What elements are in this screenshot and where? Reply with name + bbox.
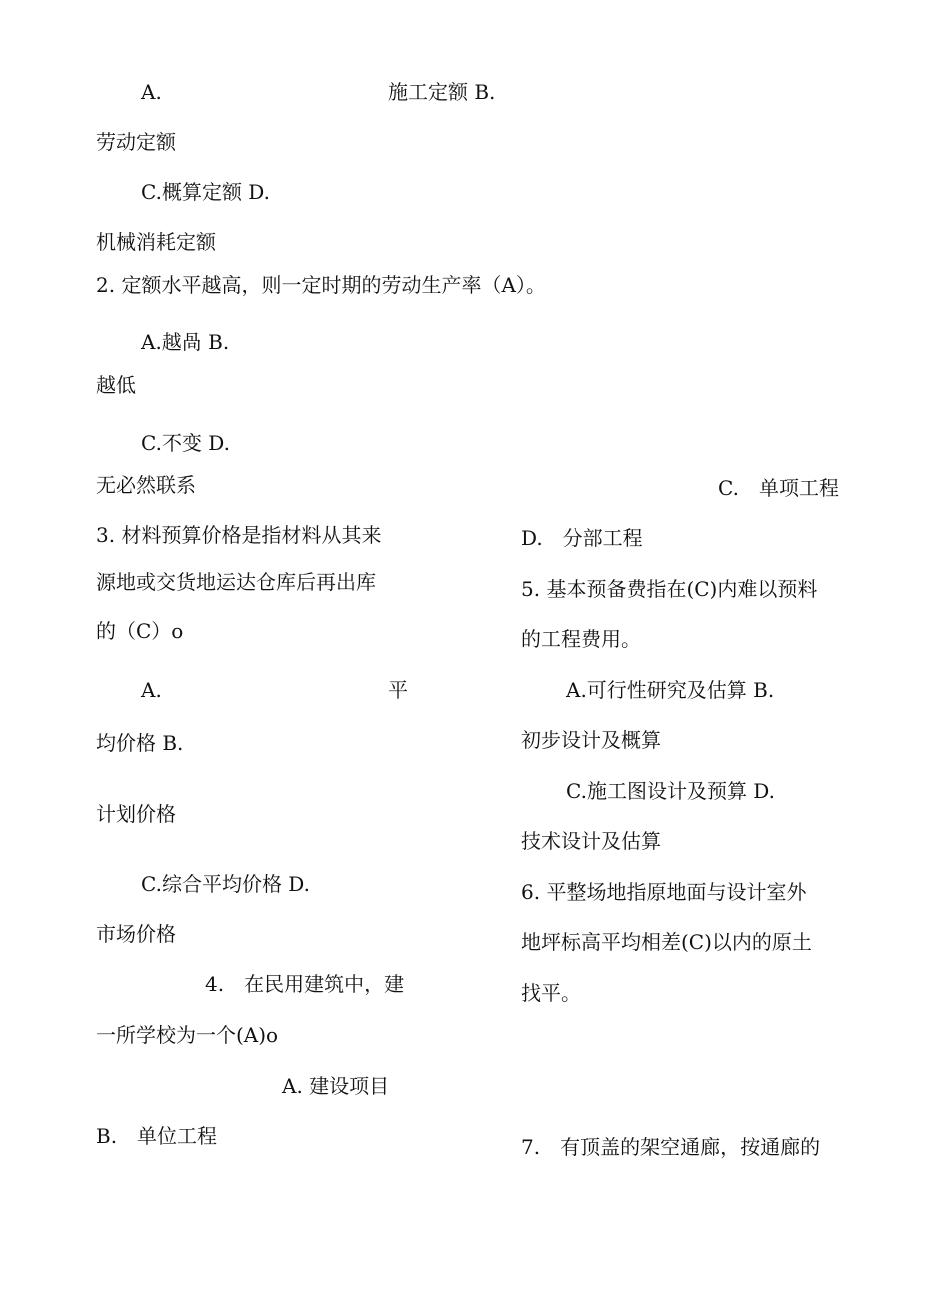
q2-option-a: A.越咼 B. xyxy=(141,330,230,354)
option-a-text: 施工定额 B. xyxy=(388,80,496,104)
question-3-line-1: 3. 材料预算价格是指材料从其来 xyxy=(96,523,382,547)
question-6-line-1: 6. 平整场地指原地面与设计室外 xyxy=(521,880,807,904)
option-c-text: C.概算定额 D. xyxy=(141,180,270,204)
q5-option-a: A.可行性研究及估算 B. xyxy=(566,678,775,702)
question-3-line-3: 的（C）o xyxy=(96,619,184,643)
question-4-line-2: 一所学校为一个(A)o xyxy=(96,1023,279,1047)
question-6-line-3: 找平。 xyxy=(521,981,581,1005)
q2-option-c: C.不变 D. xyxy=(141,431,230,455)
q5-option-c: C.施工图设计及预算 D. xyxy=(566,779,775,803)
question-5-line-1: 5. 基本预备费指在(C)内难以预料 xyxy=(521,577,818,601)
q3-option-a-text-start: 平 xyxy=(388,678,408,702)
option-a-label: A. xyxy=(141,80,162,104)
option-b-text: 劳动定额 xyxy=(96,130,176,154)
q5-option-d: 技术设计及估算 xyxy=(521,829,661,853)
q2-option-b: 越低 xyxy=(96,373,136,397)
question-6-line-2: 地坪标高平均相差(C)以内的原土 xyxy=(521,930,812,954)
option-d-text: 机械消耗定额 xyxy=(96,230,216,254)
q3-option-a-label: A. xyxy=(141,678,162,702)
q4-option-d: D. 分部工程 xyxy=(521,526,643,550)
q4-option-a: A. 建设项目 xyxy=(282,1074,390,1098)
question-5-line-2: 的工程费用。 xyxy=(521,627,641,651)
q4-option-b: B. 单位工程 xyxy=(96,1124,218,1148)
q2-option-d: 无必然联系 xyxy=(96,473,196,497)
question-2: 2. 定额水平越高，则一定时期的劳动生产率（A）。 xyxy=(96,273,546,297)
question-7-line-1: 7. 有顶盖的架空通廊，按通廊的 xyxy=(521,1135,821,1159)
q3-option-a-text-end: 均价格 B. xyxy=(96,731,184,755)
q5-option-b: 初步设计及概算 xyxy=(521,728,661,752)
question-3-line-2: 源地或交货地运达仓库后再出库 xyxy=(96,570,376,594)
q3-option-b: 计划价格 xyxy=(96,802,176,826)
q3-option-d: 市场价格 xyxy=(96,922,176,946)
q4-option-c: C. 单项工程 xyxy=(718,476,839,500)
question-4-line-1: 4. 在民用建筑中，建 xyxy=(205,972,405,996)
q3-option-c: C.综合平均价格 D. xyxy=(141,872,310,896)
